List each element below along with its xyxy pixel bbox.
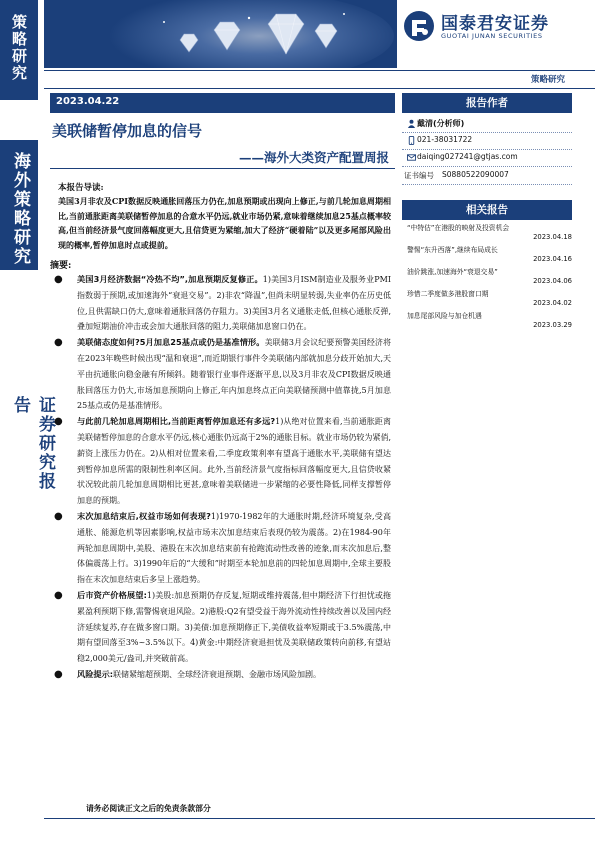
- bullet-text: 1)1970-1982年的大通胀时期,经济环境复杂,受高通胀、能源危机等因素影响,权益市场末次加息结束后表现仍较为震荡。2)在1984-90年两轮加息周期中,美股、港股在末次加息结束前有抢跑流动性改善的迹象,而末次加息后,整体偏震荡上行。3)1990年后的“大缓和”时期至本轮加息前的四轮加息周期中,全球主要股指在末次加息结束后多呈上涨趋势。: [77, 511, 391, 585]
- bullet-heading: 美国3月经济数据“冷热不均”,加息预期反复修正。: [77, 274, 263, 284]
- phone-icon: [407, 136, 416, 145]
- footer-rule: [44, 818, 595, 819]
- authors-heading: 报告作者: [402, 93, 572, 113]
- bullet-text: 美联储3月会议纪要预警美国经济将在2023年晚些时候出现“温和衰退”,而近期银行事件令美联储内部就加息分歧开始加大,天平由抗通胀向稳金融有所倾斜。随着银行业事件逐渐平息,以及3月非农及CPI数据反映通胀回落压力仍大,市场加息预期向上修正,年内加息终点正向美联储预测中值靠拢,5月加息25基点或仍是基准情形。: [77, 338, 391, 411]
- related-report-date: 2023.04.18: [533, 233, 572, 241]
- divider: [402, 184, 572, 185]
- bullet-dot-icon: ●: [54, 510, 63, 522]
- disclaimer-text: 请务必阅读正文之后的免责条款部分: [86, 804, 211, 813]
- bullet-heading: 与此前几轮加息周期相比,当前距离暂停加息还有多远?: [77, 416, 276, 427]
- sidebar-middle-block: [0, 140, 38, 270]
- abstract-bullet: [46, 509, 391, 588]
- bullet-heading: 风险提示:: [77, 668, 114, 679]
- abstract-bullet: [46, 588, 391, 667]
- related-report-title[interactable]: 加息尾部风险与加仓机遇: [407, 312, 482, 320]
- title-rule: [50, 168, 395, 169]
- logo-english-name: GUOTAI JUNAN SECURITIES: [441, 32, 543, 40]
- logo-chinese-name: 国泰君安证券: [441, 14, 549, 34]
- divider: [402, 166, 572, 167]
- related-report-item[interactable]: [407, 310, 572, 332]
- related-report-title[interactable]: 油价跳涨,加速海外“衰退交易”: [407, 268, 498, 276]
- left-sidebar: [0, 0, 55, 842]
- report-subtitle: ——海外大类资产配置周报: [238, 150, 389, 165]
- bullet-text: 1)从绝对位置来看,当前通胀距离美联储暂停加息的合意水平仍远,核心通胀仍远高于2%的通胀目标。就业市场仍较为紧俏,薪资上涨压力仍在。2)从相对位置来看,二季度政策利率有望高于通胀水平,美联储有望达到暂停加息所需的限制性利率区间。此外,当前经济景气度指标回落幅度更大,且信贷收紧状况较此前几轮加息周期相比更甚,意味着美联储进一步紧缩的必要性降低,同样支撑暂停加息的预期。: [77, 417, 391, 506]
- analyst-card: [402, 113, 595, 193]
- sidebar-bottom-block: [0, 390, 55, 500]
- analyst-phone: 021-38031722: [417, 135, 473, 144]
- header-banner-image: [44, 0, 397, 68]
- sidebar-middle-label: 海外策略研究: [10, 152, 30, 266]
- bullet-dot-icon: ●: [54, 589, 63, 601]
- related-report-date: 2023.04.02: [533, 299, 572, 307]
- divider: [402, 149, 572, 150]
- guide-label: 本报告导读:: [58, 183, 104, 193]
- related-report-item[interactable]: [407, 288, 572, 310]
- bullet-dot-icon: ●: [54, 416, 63, 428]
- logo-mark-icon: [403, 10, 435, 42]
- related-report-date: 2023.04.06: [533, 277, 572, 285]
- sidebar-top-label: 策略研究: [10, 14, 28, 82]
- bullet-heading: 美联储态度如何?5月加息25基点或仍是基准情形。: [77, 337, 265, 348]
- bullet-heading: 后市资产价格展望:: [77, 589, 147, 600]
- sidebar-bottom-label: 证券研究报告: [10, 396, 55, 491]
- report-title: 美联储暂停加息的信号: [52, 122, 203, 140]
- bullet-heading: 末次加息结束后,权益市场如何表现?: [77, 510, 211, 521]
- related-report-title[interactable]: 珍惜二季度做多港股窗口期: [407, 290, 489, 298]
- related-reports-list: [407, 222, 572, 332]
- bullet-text: 1)美股:加息预期仍存反复,短期或维持震荡,但中期经济下行担忧或拖累盈利预期下修,需警惕衰退风险。2)港股:Q2有望受益于海外流动性持续改善以及国内经济延续复苏,存在做多窗口期。3)美债:加息预期修正下,美债收益率短期或于3.5%震荡,中期有望回落至3%~3.5%以下。4)黄金:中期经济衰退担忧及美联储政策转向前移,有望站稳2,000美元/盎司,并突破前高。: [77, 590, 391, 664]
- related-report-date: 2023.03.29: [533, 321, 572, 329]
- analyst-email[interactable]: daiqing027241@gtjas.com: [417, 152, 518, 161]
- company-logo: [403, 8, 593, 44]
- bullet-text: 1)美国3月ISM制造业及服务业PMI指数弱于预期,或加速海外“衰退交易”。2)非农“降温”,但尚未明显转弱,失业率仍在历史低位,且供需缺口仍大,意味着通胀回落仍存阻力。3)美国3月名义通胀走低,但核心通胀反弹,叠加短期油价冲击或会加大通胀回落的阻力,美联储加息窗口仍在。: [77, 275, 391, 332]
- related-reports-heading: 相关报告: [402, 200, 572, 220]
- abstract-bullet: [46, 335, 391, 414]
- related-report-date: 2023.04.16: [533, 255, 572, 263]
- right-column: [402, 93, 595, 329]
- header-rule: [44, 70, 595, 71]
- guide-text: 美国3月非农及CPI数据反映通胀回落压力仍在,加息预期或出现向上修正,与前几轮加息周期相比,当前通胀距离美联储暂停加息的合意水平仍远,就业市场仍紧,意味着继续加息25基点概率较高,但当前经济景气度回落幅度更大,且信贷更为紧缩,加大了经济“硬着陆”以及更多尾部风险出现的概率,暂停加息时点或提前。: [58, 196, 391, 250]
- related-report-title[interactable]: “中特估”在港股的映射及投资机会: [407, 224, 510, 232]
- abstract-bullet: [46, 272, 391, 335]
- related-report-item[interactable]: [407, 244, 572, 266]
- related-report-title[interactable]: 警惕“东升西落”,继续布局成长: [407, 246, 498, 254]
- diamond-illustration: [44, 0, 397, 68]
- abstract-bullet: [46, 667, 391, 683]
- document-type-label: 策略研究: [530, 75, 565, 85]
- header-rule-secondary: [44, 88, 595, 89]
- abstract-label: 摘要:: [50, 261, 72, 271]
- related-report-item[interactable]: [407, 266, 572, 288]
- bullet-text: 联储紧缩超预期、全球经济衰退预期、金融市场风险加剧。: [113, 669, 322, 679]
- bullet-dot-icon: ●: [54, 274, 63, 285]
- divider: [402, 132, 572, 133]
- certificate-number: S0880522090007: [442, 170, 509, 179]
- related-report-item[interactable]: [407, 222, 572, 244]
- person-icon: [407, 119, 416, 128]
- abstract-bullets: [46, 272, 391, 683]
- report-date: 2023.04.22: [50, 93, 395, 113]
- sidebar-top-block: [0, 0, 38, 100]
- certificate-label: 证书编号: [404, 171, 434, 180]
- email-icon: [407, 153, 416, 162]
- bullet-dot-icon: ●: [54, 337, 63, 349]
- bullet-dot-icon: ●: [54, 668, 63, 680]
- abstract-bullet: [46, 414, 391, 509]
- analyst-name: 戴清(分析师): [417, 119, 465, 128]
